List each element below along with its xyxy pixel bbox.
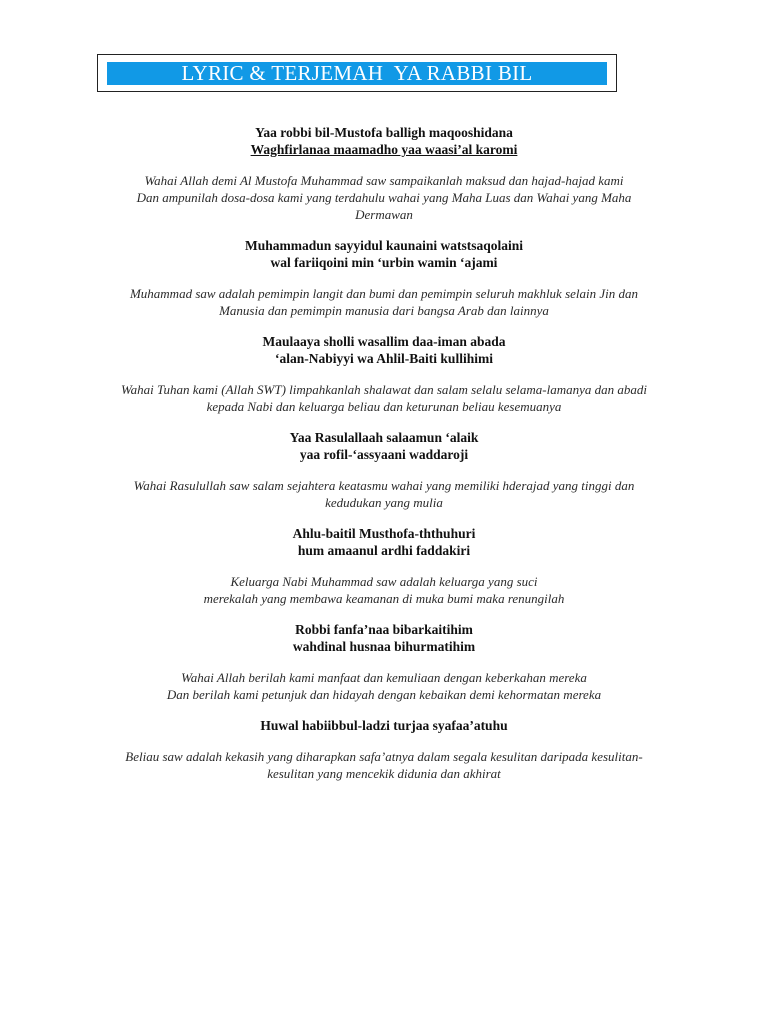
translation-line: kepada Nabi dan keluarga beliau dan keturunan beliau kesemuanya [206,399,562,414]
translation-line: Wahai Allah demi Al Mustofa Muhammad saw sampaikanlah maksud dan hajad-hajad kami [144,173,624,188]
translation-line: Dermawan [355,207,413,222]
stanza [100,333,668,415]
lyric-line: wal fariiqoini min ‘urbin wamin ‘ajami [270,255,498,270]
translation-line: kedudukan yang mulia [325,495,443,510]
translation-line: Beliau saw adalah kekasih yang diharapkan safa’atnya dalam segala kesulitan daripada kesulitan- [125,749,643,764]
translation-line: Muhammad saw adalah pemimpin langit dan bumi dan pemimpin seluruh makhluk selain Jin dan [129,286,639,301]
lyric-line: Huwal habiibbul-ladzi turjaa syafaa’atuhu [260,718,508,733]
lyric-line: yaa rofil-‘assyaani waddaroji [299,447,469,462]
stanza [100,124,668,223]
stanza [100,717,668,782]
translation-line: kesulitan yang mencekik didunia dan akhirat [267,766,501,781]
lyric-line: Yaa robbi bil-Mustofa balligh maqooshidana [255,125,513,140]
lyric-line: Waghfirlanaa maamadho yaa waasi’al karomi [250,142,518,157]
translation-line: merekalah yang membawa keamanan di muka bumi maka renungilah [203,591,565,606]
lyrics-body [100,124,668,796]
title-frame [97,54,617,92]
translation-line: Wahai Allah berilah kami manfaat dan kemuliaan dengan keberkahan mereka [181,670,587,685]
translation-line: Dan ampunilah dosa-dosa kami yang terdahulu wahai yang Maha Luas dan Wahai yang Maha [136,190,632,205]
translation-line: Wahai Tuhan kami (Allah SWT) limpahkanlah shalawat dan salam selalu selama-lamanya dan abadi [120,382,647,397]
lyric-line: Muhammadun sayyidul kaunaini watstsaqolaini [245,238,523,253]
stanza [100,621,668,703]
lyric-line: hum amaanul ardhi faddakiri [297,543,471,558]
lyric-line: Maulaaya sholli wasallim daa-iman abada [262,334,506,349]
translation-line: Wahai Rasulullah saw salam sejahtera keatasmu wahai yang memiliki hderajad yang tinggi dan [133,478,635,493]
translation-line: Dan berilah kami petunjuk dan hidayah dengan kebaikan demi kehormatan mereka [166,687,602,702]
lyric-line: Robbi fanfa’naa bibarkaitihim [295,622,473,637]
lyric-line: Yaa Rasulallaah salaamun ‘alaik [289,430,479,445]
page-title: LYRIC & TERJEMAH YA RABBI BIL [107,62,607,85]
stanza [100,237,668,319]
lyric-line: ‘alan-Nabiyyi wa Ahlil-Baiti kullihimi [275,351,493,366]
lyric-line: Ahlu-baitil Musthofa-ththuhuri [292,526,476,541]
lyric-line: wahdinal husnaa bihurmatihim [292,639,476,654]
translation-line: Keluarga Nabi Muhammad saw adalah keluarga yang suci [230,574,538,589]
translation-line: Manusia dan pemimpin manusia dari bangsa Arab dan lainnya [219,303,549,318]
stanza [100,429,668,511]
stanza [100,525,668,607]
